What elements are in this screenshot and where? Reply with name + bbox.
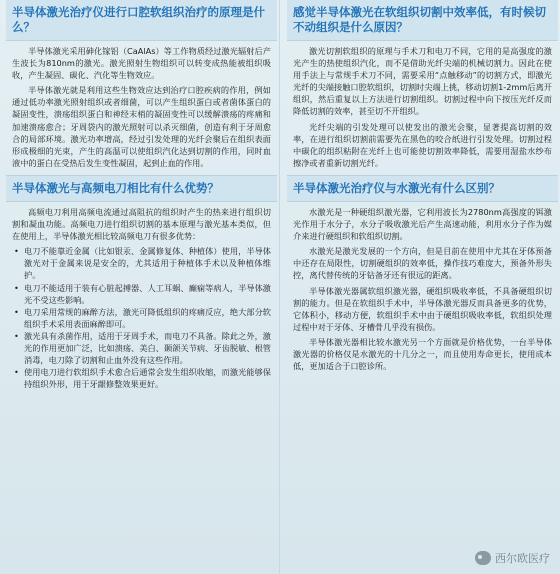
q2-bullet-list [12, 245, 271, 390]
q1-heading: 半导体激光治疗仪进行口腔软组织治疗的原理是什么？ [6, 0, 277, 41]
wechat-icon [475, 551, 491, 565]
q2-paragraph: 高频电刀利用高频电流通过高阻抗的组织时产生的热来进行组织切割和凝血功能。高频电刀进行组织切割的基本原理与激光基本类似，但在使用上，半导体激光相比较高频电刀有很多优势： [12, 206, 271, 242]
q3-heading: 感觉半导体激光在软组织切割中效率低，有时候切不动组织是什么原因？ [287, 0, 558, 41]
watermark [475, 550, 550, 566]
q3-paragraph: 光纤尖端的引发处理可以使发出的激光会聚，显著提高切割的效率，在进行组织切割前需要先在黑色的咬合纸进行引发处理。切割过程中碳化的组织粘附在光纤上也可能使切割效率降低，需要用湿盐水纱布擦净或者重新切割光纤。 [293, 121, 552, 168]
list-item: • 使用电刀进行软组织手术愈合后通常会发生组织收缩，而激光能够保持组织外形，用于牙龈修整效果更好。 [12, 366, 271, 390]
q1-paragraph: 半导体激光就是利用这些生物效应达到治疗口腔疾病的作用，例如通过低功率激光照射组织或者细菌，可以产生组织蛋白或者菌体蛋白的凝固变性，溃疡组织蛋白和神经末梢的凝固变性可以缓解溃疡的疼痛和加速溃疡愈合；牙周袋内的激光照射可以杀灭细菌，创造有利于牙周愈合的局部环境。激光功率增高，经过引发处理的光纤会聚后在组织表面形成极细的光束，产生的高温可以使组织汽化达到切割的作用，同时血液中的蛋白在受热后发生变性凝固，起到止血的作用。 [12, 85, 271, 168]
q4-heading: 半导体激光治疗仪与水激光有什么区别？ [287, 175, 558, 202]
list-item: • 电刀不能靠近金属（比如银汞、金属修复体、种植体）使用，半导体激光对于金属来说是安全的，尤其适用于种植体手术以及种植体维护。 [12, 245, 271, 281]
watermark-text: 西尔欧医疗 [495, 552, 550, 565]
q4-paragraph: 半导体激光器相比较水激光另一个方面就是价格优势，一台半导体激光器的价格仅是水激光的十几分之一，而且使用寿命更长，使用成本低，更加适合于口腔诊所。 [293, 336, 552, 372]
q3-body [287, 41, 558, 169]
q1-paragraph: 半导体激光采用砷化镓铝（CaAlAs）等工作物质经过激光辐射后产生波长为810nm的激光。激光照射生物组织可以转变成热能被组织吸收，产生凝固、碳化、汽化等生物效应。 [12, 46, 271, 81]
q2-body [6, 202, 277, 390]
right-column [287, 0, 558, 574]
list-item: • 电刀采用常规的麻醉方法，激光可降低组织的疼痛反应，绝大部分软组织手术采用表面麻醉即可。 [12, 306, 271, 330]
q2-heading: 半导体激光与高频电刀相比有什么优势？ [6, 175, 277, 202]
q4-body [287, 202, 558, 372]
list-item: • 电刀不能适用于装有心脏起搏器、人工耳蜗、癫痫等病人，半导体激光不受这些影响。 [12, 282, 271, 306]
q3-paragraph: 激光切割软组织的原理与手术刀和电刀不同，它用的是高强度的激光产生的热使组织汽化，而不是借助光纤尖端的机械切割力。因此在使用手法上与常规手术刀不同，需要采用“点触移动”的切割方式，即激光光纤的尖端接触口腔软组织，切割时尖端上挑，移动切割1-2mm后离开组织，然后重复以上方法进行切割组织。切割过程中向下按压光纤反而降低切割的效率，甚至切不开组织。 [293, 46, 552, 117]
q4-paragraph: 水激光是一种硬组织激光器，它利用波长为2780nm高强度的铒激光作用于水分子，水分子吸收激光后产生高速动能，利用水分子作为媒介来进行硬组织和软组织切割。 [293, 206, 552, 242]
left-column [6, 0, 277, 574]
q1-body [6, 41, 277, 169]
q4-paragraph: 半导体激光器属软组织激光器，硬组织吸收率低，不具备硬组织切割的能力。但是在软组织手术中，半导体激光器反而具备更多的优势，它体积小，移动方便，软组织手术中由于硬组织吸收率低，软组织处理过程中对于牙体、牙槽骨几乎没有损伤。 [293, 285, 552, 332]
list-item: • 激光具有杀菌作用，适用于牙周手术，而电刀不具备。除此之外，激光的作用更加广泛，比如溃疡、美白、颞颌关节病、牙齿脱敏、根管消毒，电刀除了切割和止血外没有这些作用。 [12, 330, 271, 366]
column-divider [279, 0, 280, 574]
q4-paragraph: 水激光是激光发展的一个方向，但是目前在使用中尤其在牙体预备中还存在局限性，切割硬组织的效率低，操作技巧难度大，预备外形失控，离代替传统的牙钻备牙还有很远的距离。 [293, 246, 552, 281]
